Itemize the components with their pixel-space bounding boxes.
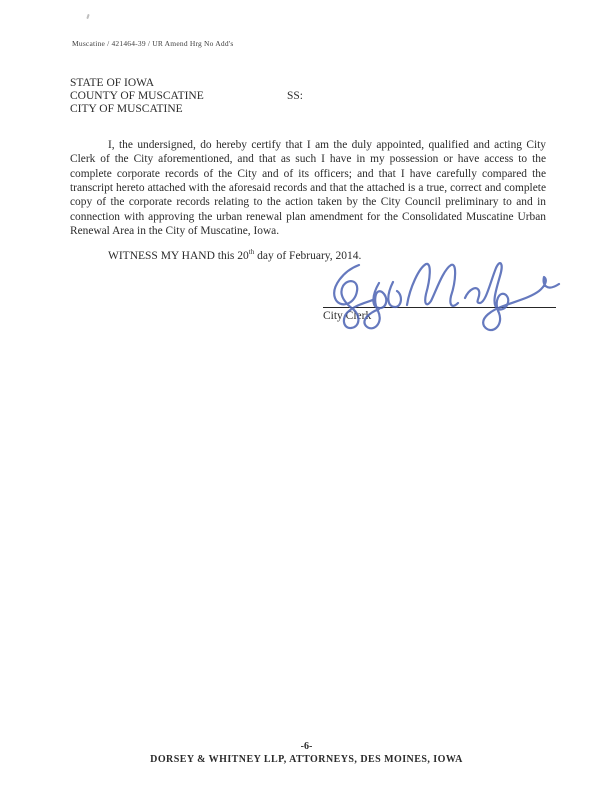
witness-line [108, 250, 361, 262]
venue-city: CITY OF MUSCATINE [70, 103, 183, 115]
venue-block [70, 77, 204, 116]
document-reference: Muscatine / 421464-39 / UR Amend Hrg No Add's [72, 39, 234, 48]
ss-label: SS: [287, 90, 303, 102]
venue-county: COUNTY OF MUSCATINE [70, 90, 204, 102]
witness-ordinal-suffix: th [248, 248, 255, 257]
firm-footer: DORSEY & WHITNEY LLP, ATTORNEYS, DES MOINES, IOWA [150, 754, 463, 765]
witness-prefix: WITNESS MY HAND this 20 [108, 250, 249, 262]
signature-ink [313, 253, 563, 338]
page-number: -6- [300, 741, 313, 752]
signature-line [323, 307, 556, 308]
witness-suffix: day of February, 2014. [254, 250, 362, 262]
signer-role-label: City Clerk [323, 310, 372, 322]
venue-state: STATE OF IOWA [70, 77, 155, 89]
scan-speck [86, 14, 89, 19]
certification-paragraph: I, the undersigned, do hereby certify that I am the duly appointed, qualified and acting City Clerk of the City aforementioned, and that as such I have in my possession or have access to the complete corporate records of the City and of its officers; and that I have carefully compared the transcript hereto attached with the aforesaid records and that the attached is a true, correct and complete copy of the corporate records relating to the action taken by the City Council preliminary to and in connection with approving the urban renewal plan amendment for the Consolidated Muscatine Urban Renewal Area in the City of Muscatine, Iowa. [70, 139, 546, 238]
